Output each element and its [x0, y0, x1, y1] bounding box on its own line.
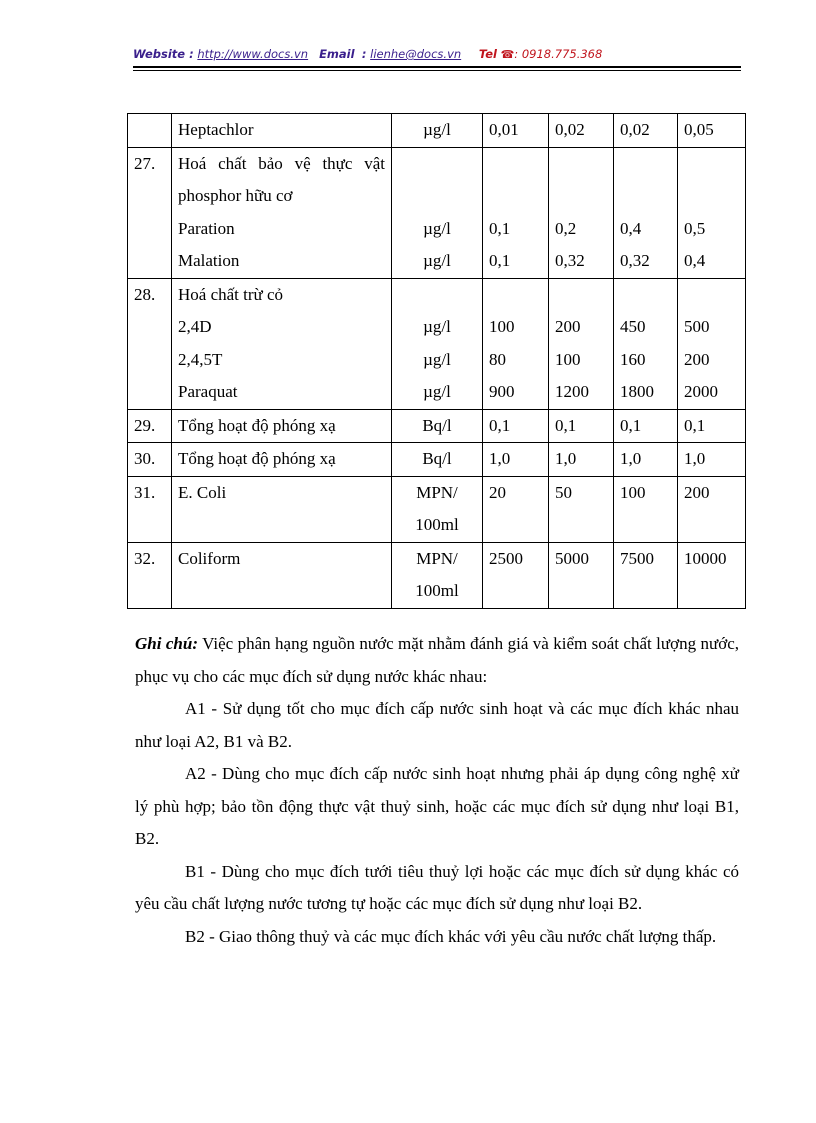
cell-a2	[549, 542, 614, 608]
cell-a2	[549, 476, 614, 542]
table-row	[128, 147, 746, 278]
table-row	[128, 409, 746, 443]
cell-line	[555, 148, 613, 181]
row-number-cell: 29.	[128, 409, 172, 443]
cell-line: Tổng hoạt độ phóng xạ	[178, 449, 336, 468]
cell-line: 0,01	[489, 120, 519, 139]
cell-line	[620, 148, 677, 181]
cell-line	[392, 148, 482, 181]
note-a1: A1 - Sử dụng tốt cho mục đích cấp nước sinh hoạt và các mục đích khác nhau như loại A2, B1 và B2.	[135, 699, 739, 751]
cell-a1	[483, 542, 549, 608]
cell-line: 0,02	[620, 120, 650, 139]
cell-a1	[483, 476, 549, 542]
note-b1: B1 - Dùng cho mục đích tưới tiêu thuỷ lợi hoặc các mục đích sử dụng khác có yêu cầu chất lượng nước tương tự hoặc các mục đích sử dụng như loại B2.	[135, 861, 739, 913]
cell-line	[555, 180, 613, 213]
cell-line	[684, 279, 745, 312]
cell-line: 2,4D	[178, 317, 212, 336]
cell-items	[172, 542, 392, 608]
table-row	[128, 542, 746, 608]
cell-line: 0,5	[684, 218, 706, 238]
cell-line	[489, 148, 548, 181]
cell-a1	[483, 114, 549, 148]
phone-icon: ☎	[500, 48, 515, 61]
cell-units	[392, 542, 483, 608]
cell-b2	[678, 542, 746, 608]
cell-line: µg/l	[423, 120, 451, 139]
cell-line: 100	[555, 349, 581, 369]
table-row	[128, 278, 746, 409]
cell-line: MPN/	[416, 482, 458, 502]
cell-items	[172, 443, 392, 477]
notes-section	[135, 628, 739, 953]
water-quality-table	[127, 113, 746, 609]
cell-b1	[614, 278, 678, 409]
row-number-cell: 30.	[128, 443, 172, 477]
cell-line	[489, 509, 548, 542]
cell-line	[620, 509, 677, 542]
cell-line: 0,1	[489, 415, 511, 435]
cell-line	[684, 180, 745, 213]
cell-items	[172, 278, 392, 409]
cell-line: 0,1	[489, 251, 511, 270]
cell-items	[172, 147, 392, 278]
cell-a1	[483, 147, 549, 278]
cell-b2	[678, 443, 746, 477]
cell-line: 0,4	[620, 218, 642, 238]
cell-b2	[678, 147, 746, 278]
cell-line: 200	[684, 482, 710, 502]
row-number-cell: 27.	[128, 147, 172, 278]
cell-b1	[614, 476, 678, 542]
cell-line	[555, 279, 613, 312]
cell-line: 5000	[555, 548, 589, 568]
cell-line: Heptachlor	[178, 120, 254, 139]
cell-line: MPN/	[416, 548, 458, 568]
table-row	[128, 476, 746, 542]
website-label: Website :	[133, 47, 194, 61]
cell-line: 1,0	[555, 449, 577, 468]
cell-a1	[483, 278, 549, 409]
cell-line: 2500	[489, 548, 523, 568]
cell-line: 0,1	[489, 218, 511, 238]
cell-line: Paraquat	[178, 382, 238, 401]
cell-line: 1200	[555, 382, 589, 401]
cell-line: Bq/l	[422, 449, 452, 468]
cell-items	[172, 114, 392, 148]
cell-units	[392, 476, 483, 542]
cell-line: 0,02	[555, 120, 585, 139]
cell-line: 100ml	[415, 581, 459, 600]
cell-line: 0,1	[620, 415, 642, 435]
cell-line: E. Coli	[178, 482, 227, 502]
cell-units	[392, 278, 483, 409]
cell-line: 100	[489, 317, 515, 336]
note-a2: A2 - Dùng cho mục đích cấp nước sinh hoạt nhưng phải áp dụng công nghệ xử lý phù hợp; bảo tồn động thực vật thuỷ sinh, hoặc các mục đích sử dụng như loại B1, B2.	[135, 764, 739, 848]
cell-b2	[678, 476, 746, 542]
cell-line: 450	[620, 317, 646, 336]
website-link[interactable]: http://www.docs.vn	[197, 47, 309, 61]
cell-units	[392, 443, 483, 477]
cell-line	[489, 180, 548, 213]
cell-line: 200	[555, 317, 581, 336]
cell-line	[489, 279, 548, 312]
cell-a1	[483, 409, 549, 443]
cell-line	[684, 148, 745, 181]
notes-intro	[135, 628, 739, 693]
cell-line: 0,1	[555, 415, 577, 435]
cell-line: 900	[489, 382, 515, 401]
cell-line: µg/l	[423, 317, 451, 336]
header-rule-thick	[133, 66, 741, 68]
cell-line: 1,0	[620, 449, 642, 468]
cell-line: µg/l	[423, 218, 451, 238]
row-number-cell: 28.	[128, 278, 172, 409]
email-label: Email	[319, 47, 355, 61]
cell-a1	[483, 443, 549, 477]
row-number-cell: 32.	[128, 542, 172, 608]
tel-label: Tel	[478, 47, 497, 61]
cell-line: 100ml	[415, 515, 459, 534]
cell-a2	[549, 409, 614, 443]
cell-b1	[614, 409, 678, 443]
cell-line	[620, 279, 677, 312]
cell-a2	[549, 114, 614, 148]
cell-line: 0,1	[684, 415, 706, 435]
email-link[interactable]: lienhe@docs.vn	[370, 47, 462, 61]
cell-line: 10000	[684, 548, 727, 568]
cell-line	[489, 575, 548, 608]
cell-line: 20	[489, 482, 506, 502]
cell-units	[392, 147, 483, 278]
cell-line	[620, 575, 677, 608]
cell-line: 0,05	[684, 120, 714, 139]
row-number-cell: 31.	[128, 476, 172, 542]
cell-line	[684, 509, 745, 542]
cell-b2	[678, 114, 746, 148]
cell-b1	[614, 542, 678, 608]
cell-line: 200	[684, 349, 710, 369]
table-row	[128, 443, 746, 477]
cell-a2	[549, 147, 614, 278]
cell-line: µg/l	[423, 382, 451, 401]
cell-line: 1800	[620, 382, 654, 401]
cell-line: 0,32	[620, 251, 650, 270]
cell-b2	[678, 278, 746, 409]
notes-label: Ghi chú:	[135, 634, 198, 653]
cell-line: 100	[620, 482, 646, 502]
cell-line	[392, 279, 482, 312]
cell-items	[172, 409, 392, 443]
cell-a2	[549, 443, 614, 477]
cell-line: 0,4	[684, 251, 706, 270]
cell-line: Bq/l	[422, 415, 452, 435]
cell-b1	[614, 443, 678, 477]
cell-line	[178, 509, 391, 542]
cell-units	[392, 409, 483, 443]
cell-line: 1,0	[489, 449, 511, 468]
note-b2: B2 - Giao thông thuỷ và các mục đích khác với yêu cầu nước chất lượng thấp.	[185, 926, 717, 946]
cell-a2	[549, 278, 614, 409]
cell-line: µg/l	[423, 251, 451, 270]
cell-line	[555, 575, 613, 608]
tel-number: : 0918.775.368	[514, 47, 603, 61]
cell-line: 7500	[620, 548, 654, 568]
table-row	[128, 114, 746, 148]
cell-b1	[614, 114, 678, 148]
cell-line	[178, 575, 391, 608]
cell-line: 0,32	[555, 251, 585, 270]
header-rule-thin	[133, 70, 741, 71]
cell-line: 2000	[684, 382, 718, 401]
cell-line: Malation	[178, 251, 240, 270]
cell-line: 50	[555, 482, 572, 502]
cell-line: 80	[489, 349, 506, 369]
cell-line: Paration	[178, 218, 235, 238]
cell-items	[172, 476, 392, 542]
cell-line: 0,2	[555, 218, 577, 238]
cell-line: 500	[684, 317, 710, 336]
cell-b1	[614, 147, 678, 278]
row-number-cell	[128, 114, 172, 148]
cell-line: µg/l	[423, 349, 451, 369]
cell-line	[684, 575, 745, 608]
cell-b2	[678, 409, 746, 443]
cell-line: phosphor hữu cơ	[178, 186, 293, 205]
cell-line: Hoá chất bảo vệ thực vật	[178, 153, 385, 173]
cell-line: 160	[620, 349, 646, 369]
cell-line	[555, 509, 613, 542]
cell-line: 1,0	[684, 449, 706, 468]
cell-line: 2,4,5T	[178, 349, 223, 369]
cell-units	[392, 114, 483, 148]
email-separator: :	[361, 47, 367, 61]
cell-line: Tổng hoạt độ phóng xạ	[178, 415, 336, 435]
page-header	[133, 47, 741, 67]
cell-line: Hoá chất trừ cỏ	[178, 284, 284, 304]
notes-intro-text: Việc phân hạng nguồn nước mặt nhằm đánh giá và kiểm soát chất lượng nước, phục vụ cho các mục đích sử dụng nước khác nhau:	[135, 634, 739, 686]
cell-line: Coliform	[178, 548, 241, 568]
cell-line	[392, 180, 482, 213]
cell-line	[620, 180, 677, 213]
